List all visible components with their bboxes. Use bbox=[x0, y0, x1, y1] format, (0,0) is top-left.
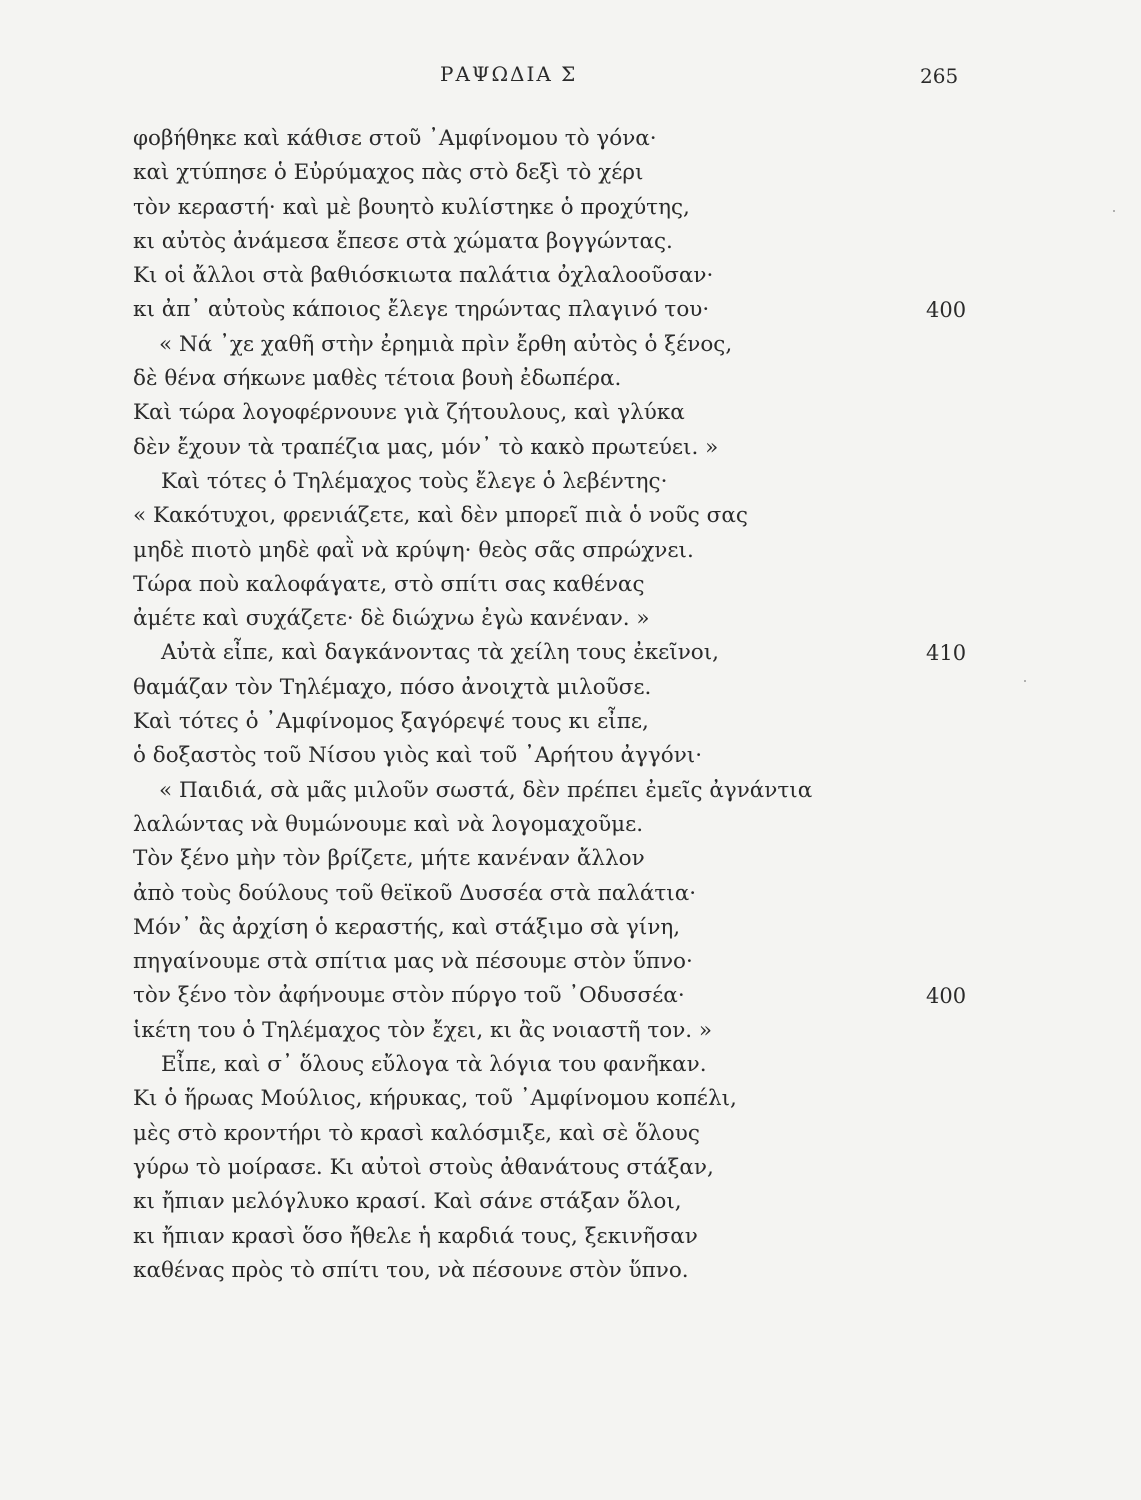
verse-text: Κι ὁ ἥρωας Μούλιος, κήρυκας, τοῦ ᾽Αμφίνομου κοπέλι, bbox=[133, 1086, 737, 1112]
verse-text: Τὸν ξένο μὴν τὸν βρίζετε, μήτε κανέναν ἄλλον bbox=[133, 846, 645, 872]
verse-line bbox=[133, 1220, 983, 1254]
running-header bbox=[0, 62, 1141, 92]
verse-text: « Κακότυχοι, φρενιάζετε, καὶ δὲν μπορεῖ πιὰ ὁ νοῦς σας bbox=[133, 503, 748, 529]
verse-line bbox=[133, 1117, 983, 1151]
verse-text: δὲν ἔχουν τὰ τραπέζια μας, μόν᾽ τὸ κακὸ πρωτεύει. » bbox=[133, 434, 719, 460]
verse-line bbox=[133, 293, 983, 327]
verse-text: Μόν᾽ ἂς ἀρχίση ὁ κεραστής, καὶ στάξιμο σὰ γίνη, bbox=[133, 914, 681, 940]
paper-speck bbox=[1024, 680, 1026, 682]
paper-speck bbox=[1113, 210, 1115, 212]
verse-text: καθένας πρὸς τὸ σπίτι του, νὰ πέσουνε στὸν ὕπνο. bbox=[133, 1257, 689, 1283]
line-number: 400 bbox=[926, 984, 967, 1009]
line-number: 400 bbox=[926, 298, 967, 323]
verse-text: πηγαίνουμε στὰ σπίτια μας νὰ πέσουμε στὸν ὕπνο· bbox=[133, 949, 693, 975]
verse-text: ὁ δοξαστὸς τοῦ Νίσου γιὸς καὶ τοῦ ᾽Αρήτου ἀγγόνι· bbox=[133, 743, 703, 769]
verse-line bbox=[133, 739, 983, 773]
verse-line bbox=[133, 1254, 983, 1288]
verse-line bbox=[133, 1082, 983, 1116]
verse-line bbox=[133, 259, 983, 293]
line-number: 410 bbox=[926, 641, 967, 666]
verse-text: « Παιδιά, σὰ μᾶς μιλοῦν σωστά, δὲν πρέπει ἐμεῖς ἀγνάντια bbox=[159, 777, 813, 803]
verse-text: κι ἤπιαν κρασὶ ὅσο ἤθελε ἡ καρδιά τους, ξεκινῆσαν bbox=[133, 1223, 698, 1249]
verse-text: δὲ θένα σήκωνε μαθὲς τέτοια βουὴ ἐδωπέρα. bbox=[133, 366, 622, 392]
verse-text: τὸν κεραστή· καὶ μὲ βουητὸ κυλίστηκε ὁ προχύτης, bbox=[133, 194, 690, 220]
verse-line bbox=[133, 1185, 983, 1219]
verse-text: λαλώντας νὰ θυμώνουμε καὶ νὰ λογομαχοῦμε. bbox=[133, 811, 644, 837]
verse-text: Καὶ τότες ὁ ᾽Αμφίνομος ξαγόρεψέ τους κι εἶπε, bbox=[133, 709, 649, 735]
verse-line bbox=[133, 774, 983, 808]
verse-text: κι ἀπ᾽ αὐτοὺς κάποιος ἔλεγε τηρώντας πλαγινό του· bbox=[133, 297, 710, 323]
verse-line bbox=[133, 602, 983, 636]
verse-line bbox=[133, 465, 983, 499]
verse-text: μὲς στὸ κροντήρι τὸ κρασὶ καλόσμιξε, καὶ σὲ ὅλους bbox=[133, 1120, 700, 1146]
verse-text: κι αὐτὸς ἀνάμεσα ἔπεσε στὰ χώματα βογγώντας. bbox=[133, 228, 673, 254]
verse-text: μηδὲ πιοτὸ μηδὲ φαῒ νὰ κρύψη· θεὸς σᾶς σπρώχνει. bbox=[133, 537, 694, 563]
verse-line bbox=[133, 568, 983, 602]
verse-line bbox=[133, 842, 983, 876]
verse-block bbox=[133, 122, 983, 1288]
verse-text: Καὶ τότες ὁ Τηλέμαχος τοὺς ἔλεγε ὁ λεβέντης· bbox=[161, 468, 668, 494]
verse-line bbox=[133, 1151, 983, 1185]
verse-text: Κι οἱ ἄλλοι στὰ βαθιόσκιωτα παλάτια ὀχλαλοοῦσαν· bbox=[133, 263, 714, 289]
verse-text: Εἶπε, καὶ σ᾽ ὅλους εὔλογα τὰ λόγια του φανῆκαν. bbox=[161, 1052, 707, 1078]
verse-text: καὶ χτύπησε ὁ Εὐρύμαχος πὰς στὸ δεξὶ τὸ χέρι bbox=[133, 160, 644, 186]
verse-text: Αὐτὰ εἶπε, καὶ δαγκάνοντας τὰ χείλη τους ἐκεῖνοι, bbox=[161, 640, 720, 666]
verse-line bbox=[133, 191, 983, 225]
verse-line bbox=[133, 979, 983, 1013]
verse-text: « Νά ᾽χε χαθῆ στὴν ἐρημιὰ πρὶν ἔρθη αὐτὸς ὁ ξένος, bbox=[159, 331, 733, 357]
verse-text: ἀμέτε καὶ συχάζετε· δὲ διώχνω ἐγὼ κανέναν. » bbox=[133, 606, 650, 632]
verse-text: γύρω τὸ μοίρασε. Κι αὐτοὶ στοὺς ἀθανάτους στάξαν, bbox=[133, 1154, 714, 1180]
verse-line bbox=[133, 328, 983, 362]
verse-text: Καὶ τώρα λογοφέρνουνε γιὰ ζήτουλους, καὶ γλύκα bbox=[133, 400, 685, 426]
verse-line bbox=[133, 156, 983, 190]
verse-line bbox=[133, 1014, 983, 1048]
verse-line bbox=[133, 671, 983, 705]
verse-line bbox=[133, 431, 983, 465]
verse-line bbox=[133, 945, 983, 979]
verse-line bbox=[133, 808, 983, 842]
verse-line bbox=[133, 499, 983, 533]
verse-text: Τώρα ποὺ καλοφάγατε, στὸ σπίτι σας καθένας bbox=[133, 571, 645, 597]
verse-line bbox=[133, 225, 983, 259]
verse-text: κι ἤπιαν μελόγλυκο κρασί. Καὶ σάνε στάξαν ὅλοι, bbox=[133, 1189, 682, 1215]
verse-line bbox=[133, 1048, 983, 1082]
verse-text: θαμάζαν τὸν Τηλέμαχο, πόσο ἀνοιχτὰ μιλοῦσε. bbox=[133, 674, 652, 700]
verse-line bbox=[133, 705, 983, 739]
page-number: 265 bbox=[920, 64, 959, 88]
verse-line bbox=[133, 534, 983, 568]
verse-line bbox=[133, 396, 983, 430]
verse-text: ἱκέτη του ὁ Τηλέμαχος τὸν ἔχει, κι ἂς νοιαστῆ τον. » bbox=[133, 1017, 713, 1043]
verse-line bbox=[133, 362, 983, 396]
running-title: ΡΑΨΩΔΙΑ Σ bbox=[440, 62, 578, 86]
verse-line bbox=[133, 877, 983, 911]
verse-line bbox=[133, 636, 983, 670]
verse-line bbox=[133, 122, 983, 156]
verse-text: φοβήθηκε καὶ κάθισε στοῦ ᾽Αμφίνομου τὸ γόνα· bbox=[133, 126, 657, 151]
verse-line bbox=[133, 911, 983, 945]
verse-text: ἀπὸ τοὺς δούλους τοῦ θεϊκοῦ Δυσσέα στὰ παλάτια· bbox=[133, 880, 697, 906]
verse-text: τὸν ξένο τὸν ἀφήνουμε στὸν πύργο τοῦ ᾽Οδυσσέα· bbox=[133, 983, 685, 1009]
